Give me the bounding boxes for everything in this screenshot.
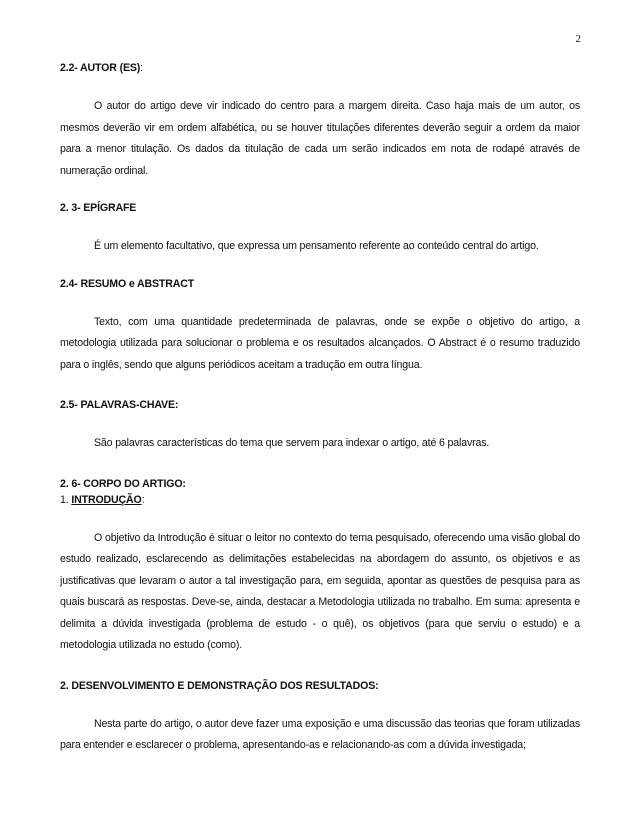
section-heading-palavras-chave: 2.5- PALAVRAS-CHAVE: [60,399,179,411]
section-heading-corpo: 2. 6- CORPO DO ARTIGO: [60,477,186,490]
section-heading-desenvolvimento: 2. DESENVOLVIMENTO E DEMONSTRAÇÃO DOS RESULTADOS: [60,679,379,692]
sub-heading-number: 1. [60,493,72,506]
section-heading-autor [60,60,580,76]
paragraph-resumo: Texto, com uma quantidade predeterminada de palavras, onde se expõe o objetivo do artigo, a metodologia utilizada para solucionar o problema e os resultados alcançados. O Abstract é o resumo traduzido para o inglês, sendo que alguns periódicos aceitam a tradução em outra língua. [60,315,580,371]
paragraph-epigrafe: É um elemento facultativo, que expressa um pensamento referente ao conteúdo central do artigo. [94,240,539,252]
page-number: 2 [575,33,581,45]
sub-heading-text: INTRODUÇÃO [71,493,142,506]
section-heading-epigrafe: 2. 3- EPÍGRAFE [60,202,137,214]
paragraph-palavras-chave: São palavras características do tema que servem para indexar o artigo, até 6 palavras. [94,437,490,449]
paragraph-autor: O autor do artigo deve vir indicado do centro para a margem direita. Caso haja mais de um autor, os mesmos deverão vir em ordem alfabética, ou se houver titulações diferentes deverão seguir a ordem da maior para a menor titulação. Os dados da titulação de cada um serão indicados em nota de rodapé através de numeração ordinal. [60,100,580,177]
sub-heading-suffix: : [141,493,145,506]
paragraph-introducao: O objetivo da Introdução é situar o leitor no contexto do tema pesquisado, oferecendo uma visão global do estudo realizado, esclarecendo as delimitações estabelecidas na abordagem do assunto, os objetivos e as justificativas que levaram o autor a tal investigação para, em seguida, apontar as questões de pesquisa para as quais buscará as respostas. Deve-se, ainda, destacar a Metodologia utilizada no trabalho. Em suma: apresenta e delimita a dúvida investigada (problema de estudo - o quê), os objetivos (para que serviu o estudo) e a metodologia utilizada no estudo (como). [60,531,580,651]
heading-text: 2.2- AUTOR (ES) [60,62,141,74]
document-body [60,60,580,757]
sub-heading-introducao [60,492,580,508]
paragraph-desenvolvimento: Nesta parte do artigo, o autor deve fazer uma exposição e uma discussão das teorias que foram utilizadas para entender e esclarecer o problema, apresentando-as e relacionando-as com a dúvida investigada; [60,717,580,751]
section-heading-resumo: 2.4- RESUMO e ABSTRACT [60,277,195,290]
heading-suffix: : [140,62,143,74]
